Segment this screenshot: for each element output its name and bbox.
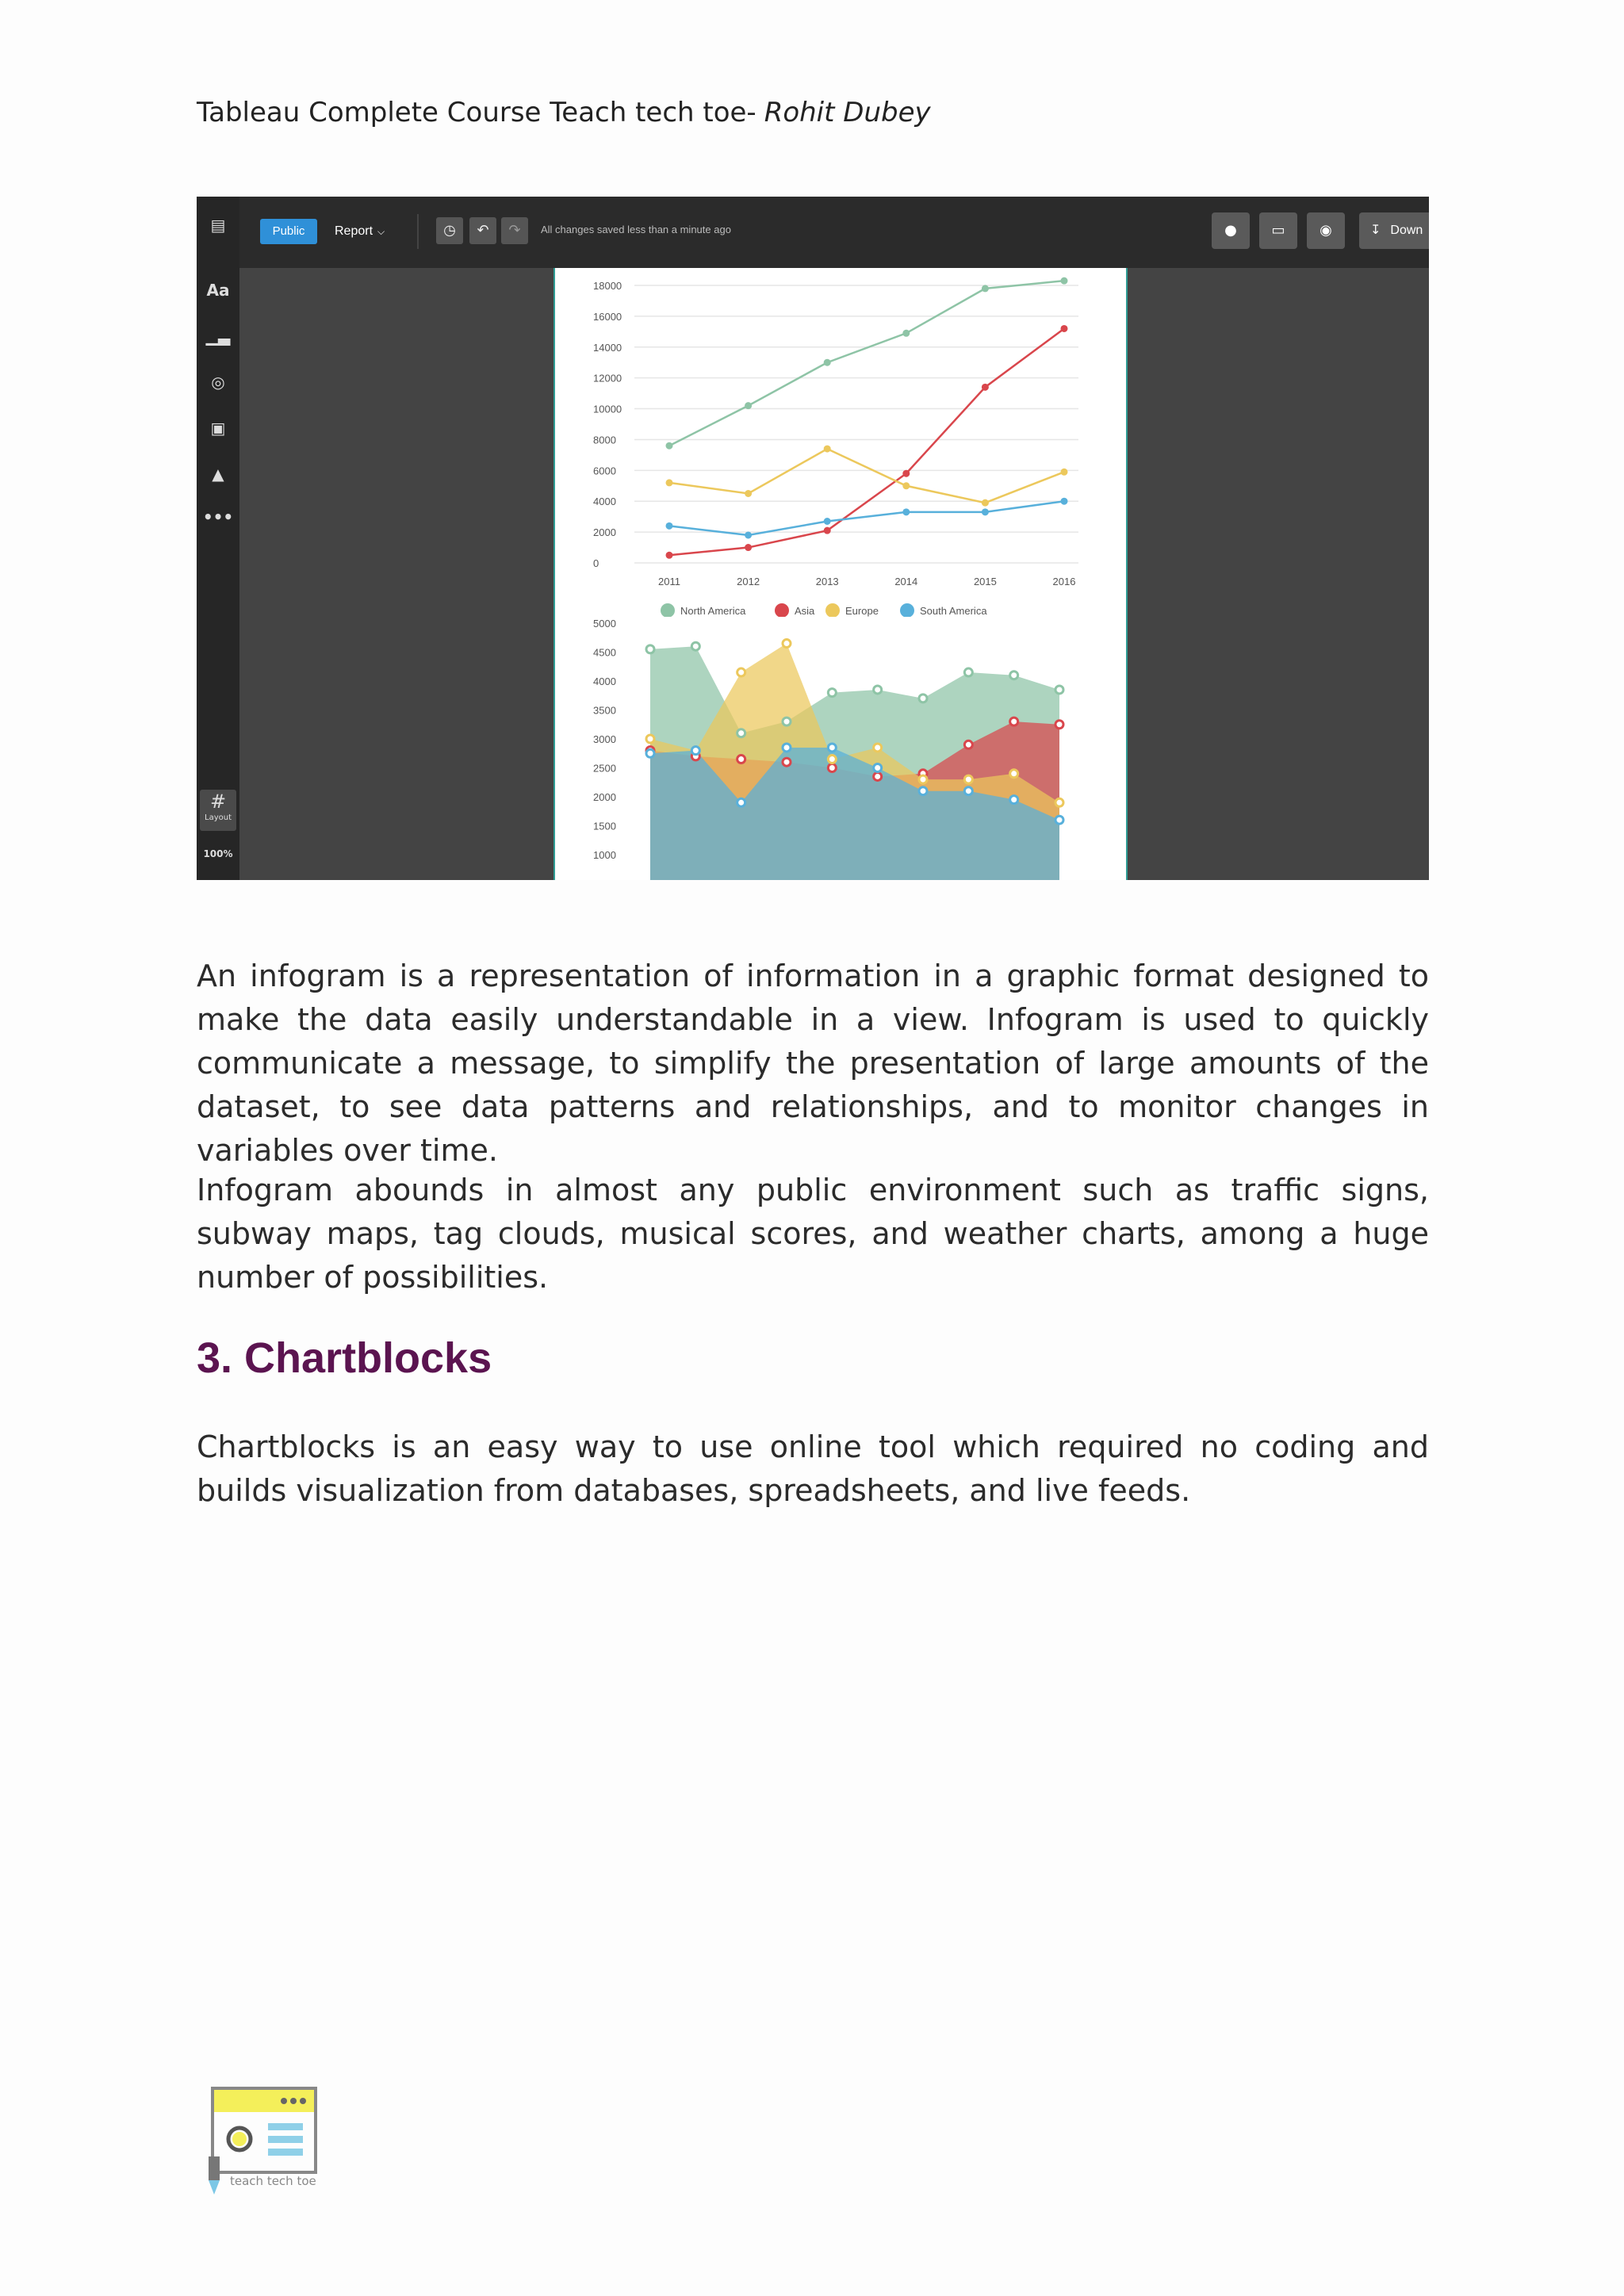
layout-button[interactable] — [200, 790, 236, 831]
y-tick-label-7: 14000 — [593, 341, 622, 354]
area-point-europe-4 — [828, 756, 836, 763]
series-line-europe — [669, 449, 1064, 503]
y-tick-label-0: 0 — [593, 557, 599, 569]
data-point-south-america-2015 — [982, 508, 989, 515]
area-point-south-america-8 — [1010, 796, 1018, 804]
data-point-asia-2013 — [824, 527, 831, 534]
area-point-south-america-6 — [919, 787, 927, 795]
area-point-north-america-6 — [919, 695, 927, 702]
area-point-asia-4 — [828, 764, 836, 772]
grid-icon: # — [209, 790, 227, 813]
area-point-north-america-8 — [1010, 672, 1018, 679]
more-tools[interactable]: ••• — [202, 507, 234, 526]
y-tick-label-9: 18000 — [593, 280, 622, 292]
area-point-asia-3 — [783, 758, 791, 766]
save-status-text: All changes saved less than a minute ago — [541, 224, 731, 235]
area-y-tick-label-2: 2000 — [593, 791, 616, 803]
legend-marker-south-america — [900, 603, 914, 617]
area-point-north-america-4 — [828, 689, 836, 697]
area-point-europe-6 — [919, 775, 927, 783]
map-tool-icon[interactable]: ◎ — [211, 373, 225, 392]
area-point-asia-7 — [964, 740, 972, 748]
area-point-europe-3 — [783, 640, 791, 648]
area-point-south-america-3 — [783, 744, 791, 752]
area-point-asia-8 — [1010, 718, 1018, 725]
data-point-south-america-2012 — [745, 532, 752, 539]
series-line-south-america — [669, 501, 1064, 535]
left-toolbar — [197, 197, 239, 880]
area-point-europe-7 — [964, 775, 972, 783]
area-y-tick-label-8: 5000 — [593, 618, 616, 629]
data-point-asia-2015 — [982, 384, 989, 391]
download-icon: ↧ — [1370, 224, 1381, 237]
paragraph-chartblocks: Chartblocks is an easy way to use online tool which required no coding and builds visualization from databases, spreadsheets, and live feeds. — [197, 1429, 1429, 1508]
area-point-asia-2 — [737, 756, 745, 763]
legend-label-europe: Europe — [845, 605, 879, 617]
report-menu[interactable] — [335, 219, 385, 244]
area-point-europe-5 — [874, 744, 882, 752]
y-tick-label-4: 8000 — [593, 434, 616, 446]
area-point-north-america-0 — [646, 645, 654, 653]
x-tick-label-2014: 2014 — [894, 576, 918, 587]
x-tick-label-2011: 2011 — [658, 576, 680, 587]
series-line-north-america — [669, 281, 1064, 446]
data-point-europe-2015 — [982, 499, 989, 507]
data-point-south-america-2014 — [902, 508, 910, 515]
line-chart-x-ticks — [658, 576, 1075, 587]
legend-marker-north-america — [661, 603, 675, 617]
layout-label: Layout — [205, 813, 232, 822]
series-line-asia — [669, 328, 1064, 555]
area-point-south-america-7 — [964, 787, 972, 795]
toolbar-divider — [417, 214, 419, 249]
library-icon[interactable]: ▤ — [210, 216, 226, 235]
legend-label-north-america: North America — [680, 605, 746, 617]
chartblocks-screenshot — [197, 197, 1429, 880]
paragraph-infogram-definition: An infogram is a representation of information in a graphic format designed to make the data easily understandable in a view. Infogram is used to quickly communicate a message, to simplify the presentation of large amounts of the dataset, to see data patterns and relationships, and to monitor changes in variables over time. — [197, 959, 1429, 1168]
area-y-tick-label-0: 1000 — [593, 849, 616, 861]
course-title: Tableau Complete Course Teach tech toe- — [197, 97, 756, 128]
data-point-europe-2012 — [745, 490, 752, 497]
line-chart-grid — [634, 285, 1078, 563]
data-point-north-america-2013 — [824, 359, 831, 366]
shapes-tool-icon[interactable]: ▲ — [212, 465, 224, 484]
area-point-asia-9 — [1055, 721, 1063, 729]
data-point-europe-2016 — [1061, 469, 1068, 476]
image-tool-icon[interactable]: ▣ — [210, 419, 226, 438]
report-label: Report — [335, 224, 373, 238]
area-point-south-america-9 — [1055, 816, 1063, 824]
y-tick-label-5: 10000 — [593, 403, 622, 415]
data-point-europe-2014 — [902, 482, 910, 489]
y-tick-label-8: 16000 — [593, 310, 622, 323]
share-icon[interactable]: ◉ — [1307, 212, 1345, 249]
history-icon[interactable]: ◷ — [436, 217, 463, 244]
line-chart — [555, 268, 1126, 617]
x-tick-label-2016: 2016 — [1052, 576, 1076, 587]
area-point-europe-2 — [737, 668, 745, 676]
y-tick-label-2: 4000 — [593, 496, 616, 508]
y-tick-label-6: 12000 — [593, 372, 622, 385]
y-tick-label-1: 2000 — [593, 526, 616, 539]
chevron-down-icon: ⌵ — [377, 226, 385, 237]
data-point-south-america-2016 — [1061, 498, 1068, 505]
page-header — [197, 97, 931, 128]
data-point-asia-2016 — [1061, 325, 1068, 332]
x-tick-label-2013: 2013 — [815, 576, 839, 587]
data-point-europe-2013 — [824, 446, 831, 453]
undo-icon[interactable]: ↶ — [469, 217, 496, 244]
legend-marker-europe — [825, 603, 840, 617]
area-point-europe-0 — [646, 735, 654, 743]
y-tick-label-3: 6000 — [593, 465, 616, 477]
text-tool[interactable]: Aa — [206, 281, 230, 300]
teach-tech-toe-logo — [208, 2087, 327, 2198]
data-point-south-america-2011 — [666, 522, 673, 530]
comment-icon[interactable]: ● — [1212, 212, 1250, 249]
area-point-south-america-5 — [874, 764, 882, 772]
data-point-asia-2011 — [666, 552, 673, 559]
data-point-north-america-2012 — [745, 402, 752, 409]
legend-label-south-america: South America — [920, 605, 987, 617]
data-point-south-america-2013 — [824, 518, 831, 525]
line-chart-series — [666, 277, 1068, 559]
area-y-tick-label-5: 3500 — [593, 704, 616, 717]
x-tick-label-2015: 2015 — [973, 576, 997, 587]
line-chart-legend — [661, 603, 987, 617]
area-chart-y-ticks — [593, 618, 616, 861]
download-label: Down — [1390, 224, 1423, 237]
area-chart — [555, 617, 1126, 880]
data-point-north-america-2015 — [982, 285, 989, 292]
area-point-south-america-0 — [646, 749, 654, 757]
top-toolbar — [197, 197, 1429, 268]
download-button[interactable] — [1359, 212, 1429, 249]
area-point-north-america-5 — [874, 686, 882, 694]
chart-tool-icon[interactable]: ▁▃ — [205, 327, 231, 346]
data-point-north-america-2016 — [1061, 277, 1068, 285]
area-point-asia-5 — [874, 772, 882, 780]
area-y-tick-label-3: 2500 — [593, 762, 616, 775]
area-point-north-america-7 — [964, 668, 972, 676]
area-chart-series — [646, 640, 1063, 880]
data-point-europe-2011 — [666, 479, 673, 486]
legend-marker-asia — [775, 603, 789, 617]
area-point-europe-8 — [1010, 770, 1018, 778]
paragraph-infogram-examples: Infogram abounds in almost any public environment such as traffic signs, subway maps, tag clouds, musical scores, and weather charts, among a huge number of possibilities. — [197, 1173, 1429, 1295]
legend-label-asia: Asia — [795, 605, 815, 617]
zoom-level[interactable]: 100% — [203, 848, 233, 859]
author-name: Rohit Dubey — [764, 97, 931, 128]
public-button[interactable]: Public — [260, 219, 317, 244]
area-point-europe-9 — [1055, 798, 1063, 806]
present-icon[interactable]: ▭ — [1259, 212, 1297, 249]
area-y-tick-label-7: 4500 — [593, 646, 616, 659]
section-heading: 3. Chartblocks — [197, 1334, 492, 1382]
data-point-north-america-2014 — [902, 330, 910, 337]
report-page — [553, 268, 1128, 880]
area-point-south-america-1 — [691, 747, 699, 755]
area-y-tick-label-1: 1500 — [593, 820, 616, 832]
area-point-north-america-3 — [783, 718, 791, 725]
x-tick-label-2012: 2012 — [737, 576, 760, 587]
data-point-asia-2012 — [745, 544, 752, 551]
logo-caption: teach tech toe — [230, 2174, 316, 2188]
area-point-north-america-1 — [691, 642, 699, 650]
area-point-north-america-2 — [737, 729, 745, 737]
data-point-north-america-2011 — [666, 442, 673, 450]
area-point-south-america-4 — [828, 744, 836, 752]
data-point-asia-2014 — [902, 470, 910, 477]
area-y-tick-label-6: 4000 — [593, 675, 616, 687]
redo-icon[interactable]: ↷ — [501, 217, 528, 244]
line-chart-y-ticks — [593, 280, 622, 569]
area-point-north-america-9 — [1055, 686, 1063, 694]
area-point-south-america-2 — [737, 798, 745, 806]
area-y-tick-label-4: 3000 — [593, 733, 616, 745]
